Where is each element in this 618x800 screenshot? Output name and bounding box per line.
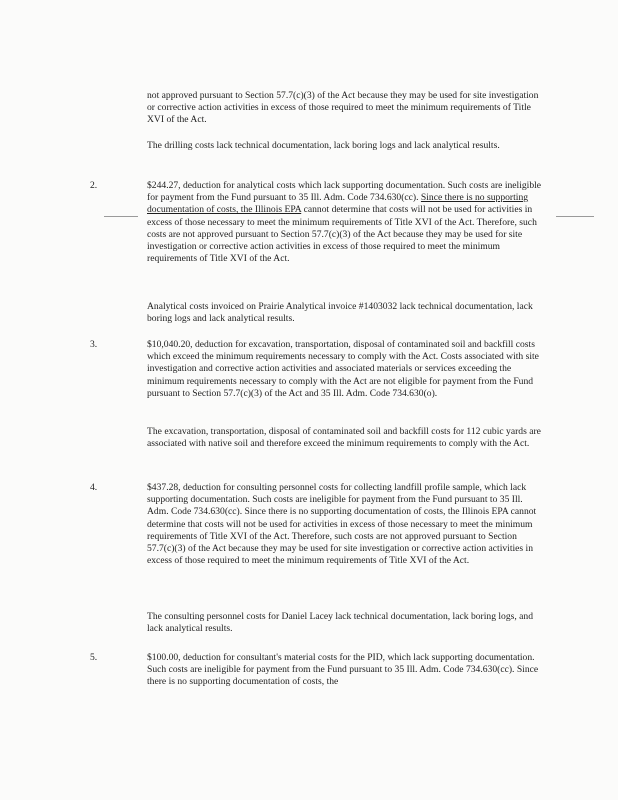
item-3-note: The excavation, transportation, disposal of contaminated soil and backfill costs for 112 cubic yards are associated with native soil and therefore exceed the minimum requirements to comply with the Act.	[147, 426, 541, 450]
carryover-paragraph: not approved pursuant to Section 57.7(c)(3) of the Act because they may be used for site investigation or corrective action activities in excess of those required to meet the minimum requirements of Title XVI of the Act.	[147, 90, 539, 126]
item-3-text: $10,040.20, deduction for excavation, transportation, disposal of contaminated soil and backfill costs which exceed the minimum requirements necessary to comply with the Act. Costs associated with site investigation and corrective action activities and associated materials or services exceeding the minimum requirements necessary to comply with the Act are not eligible for payment from the Fund pursuant to Section 57.7(c)(3) of the Act and 35 Ill. Adm. Code 734.630(o).	[147, 339, 539, 399]
scan-mark-left	[104, 216, 138, 217]
item-2-text-a: $244.27, deduction for analytical costs which lack supporting documentation. Such costs are ineligible for payment from the Fund pursuant to 35 Ill. Adm. Code 734.630(cc).	[147, 180, 542, 204]
item-3-number: 3.	[90, 339, 98, 350]
item-4-number: 4.	[90, 482, 98, 493]
scan-mark-right	[556, 216, 594, 217]
item-2-note: Analytical costs invoiced on Prairie Analytical invoice #1403032 lack technical documentation, lack boring logs and lack analytical results.	[147, 301, 533, 325]
item-5-text: $100.00, deduction for consultant's material costs for the PID, which lack supporting documentation. Such costs are ineligible for payment from the Fund pursuant to 35 Ill. Adm. Code 734.630(cc). Since there is no supporting documentation of costs, the	[147, 652, 539, 688]
item-4-note: The consulting personnel costs for Daniel Lacey lack technical documentation, lack boring logs, and lack analytical results.	[147, 611, 534, 635]
item-2-text-c: cannot determine that costs will not be used for activities in excess of those necessary to meet the minimum requirements of Title XVI of the Act. Therefore, such costs are not approved pursuant to Section 57.7(c)(3) of the Act because they may be used for site investigation or corrective action activities in excess of those required to meet the minimum requirements of Title XVI of the Act.	[147, 204, 537, 265]
item-2-underlined-text: Since there is no supporting documentation of costs, the Illinois EPA	[147, 192, 529, 216]
item-2-text	[147, 180, 542, 265]
item-2-number: 2.	[90, 180, 98, 191]
item-4-text: $437.28, deduction for consulting personnel costs for collecting landfill profile sample, which lack supporting documentation. Such costs are ineligible for payment from the Fund pursuant to 35 Ill. Adm. Code 734.630(cc). Since there is no supporting documentation of costs, the Illinois EPA cannot determine that costs will not be used for activities in excess of those necessary to meet the minimum requirements of Title XVI of the Act. Therefore, such costs are not approved pursuant to Section 57.7(c)(3) of the Act because they may be used for site investigation or corrective action activities in excess of those required to meet the minimum requirements of Title XVI of the Act.	[147, 482, 537, 567]
drilling-costs-paragraph: The drilling costs lack technical documentation, lack boring logs and lack analytical results.	[147, 140, 500, 151]
item-5-number: 5.	[90, 652, 98, 663]
